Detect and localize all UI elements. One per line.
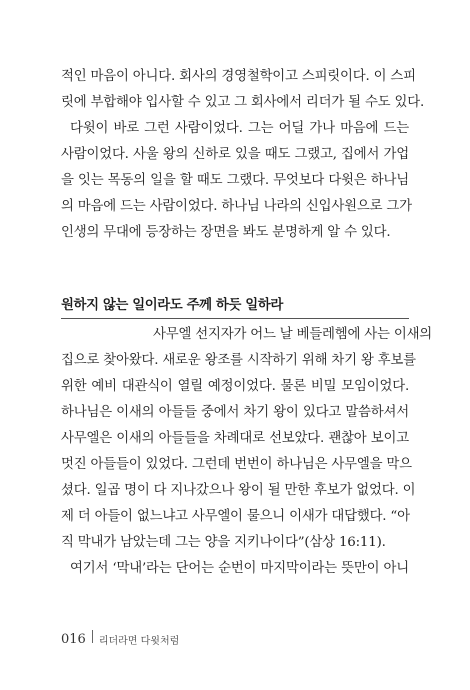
paragraph-line: 인생의 무대에 등장하는 장면을 봐도 분명하게 알 수 있다. [61,225,391,240]
paragraph-line: 의 마음에 드는 사람이었다. 하나님 나라의 신입사원으로 그가 [61,199,412,214]
heading-underline [61,318,409,319]
page-footer [61,629,179,649]
paragraph-line: 사무엘 선지자가 어느 날 베들레헴에 사는 이새의 [153,327,433,342]
paragraph-line: 직 막내가 남았는데 그는 양을 지키나이다”(삼상 16:11). [61,535,386,550]
running-title: 리더라면 다윗처럼 [98,635,180,647]
paragraph-line: 집으로 찾아왔다. 새로운 왕조를 시작하기 위해 차기 왕 후보를 [61,353,416,368]
paragraph-line: 을 잇는 목동의 일을 할 때도 그랬다. 무엇보다 다윗은 하나님 [61,173,409,188]
paragraph-line: 셨다. 일곱 명이 다 지나갔으나 왕이 될 만한 후보가 없었다. 이 [61,483,416,498]
page-number: 016 [61,631,86,647]
paragraph-line: 릿에 부합해야 입사할 수 있고 그 회사에서 리더가 될 수도 있다. [61,95,425,110]
section-heading: 원하지 않는 일이라도 주께 하듯 일하라 [61,298,283,313]
paragraph-line: 사람이었다. 사울 왕의 신하로 있을 때도 그랬고, 집에서 가업 [61,147,409,162]
paragraph-line: 멋진 아들들이 있었다. 그런데 번번이 하나님은 사무엘을 막으 [61,457,412,472]
paragraph-line: 다윗이 바로 그런 사람이었다. 그는 어딜 가나 마음에 드는 [70,121,409,136]
paragraph-line: 위한 예비 대관식이 열릴 예정이었다. 물론 비밀 모임이었다. [61,379,409,394]
paragraph-line: 하나님은 이새의 아들들 중에서 차기 왕이 있다고 말씀하셔서 [61,405,409,420]
paragraph-line: 사무엘은 이새의 아들들을 차례대로 선보았다. 괜찮아 보이고 [61,431,409,446]
footer-divider [92,630,93,643]
paragraph-line: 여기서 ‘막내’라는 단어는 순번이 마지막이라는 뜻만이 아니 [70,561,409,576]
paragraph-line: 제 더 아들이 없느냐고 사무엘이 물으니 이새가 대답했다. “아 [61,509,410,524]
paragraph-line: 적인 마음이 아니다. 회사의 경영철학이고 스피릿이다. 이 스피 [61,69,416,84]
